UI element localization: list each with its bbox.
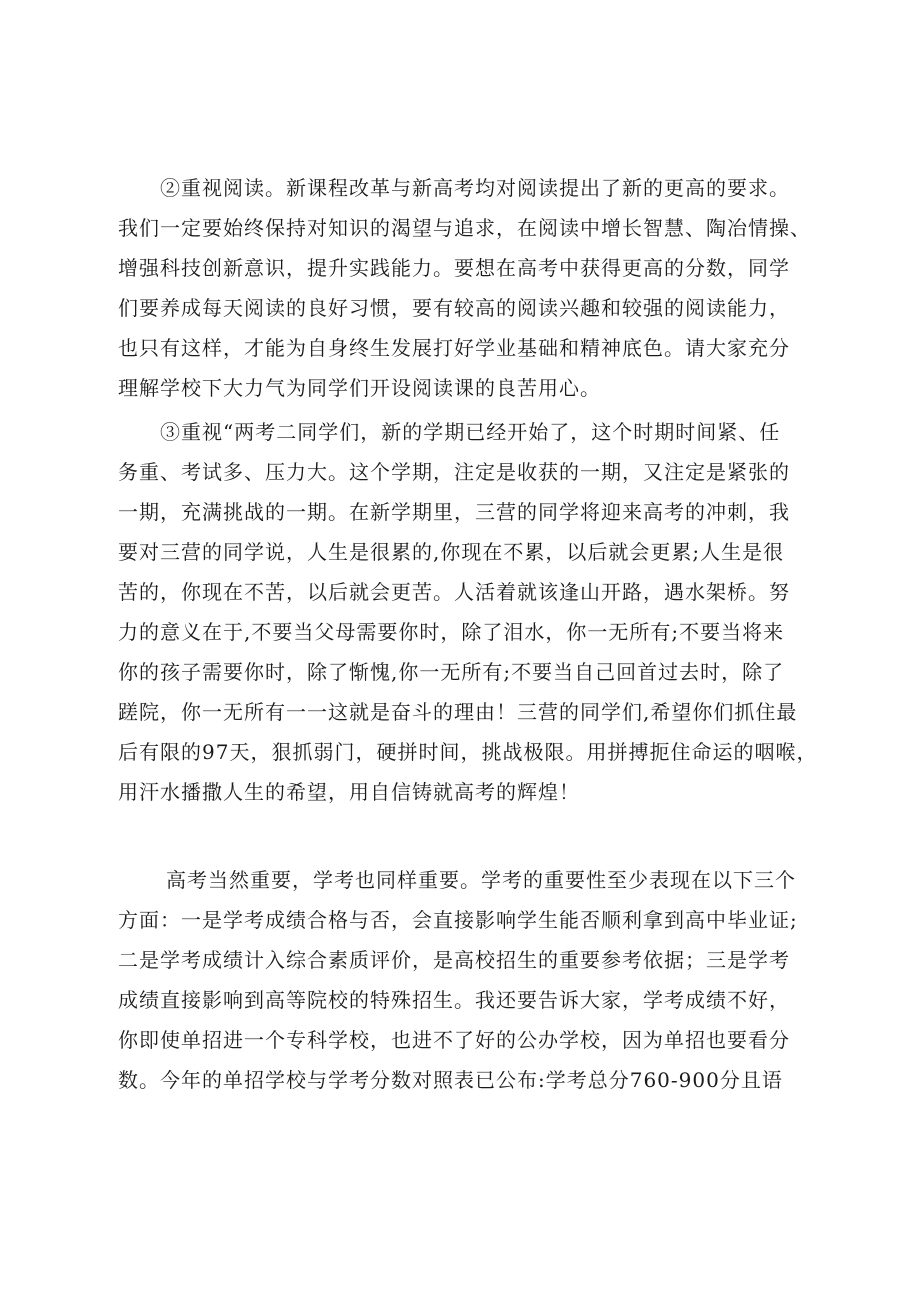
paragraph-line: 蹉院，你一无所有一一这就是奋斗的理由！三营的同学们,希望你们抓住最 (118, 700, 798, 724)
paragraph-line: 我们一定要始终保持对知识的渴望与追求，在阅读中增长智慧、陶冶情操、 (118, 216, 811, 240)
paragraph-line: 二是学考成绩计入综合素质评价，是高校招生的重要参考依据；三是学考 (118, 948, 790, 972)
paragraph-line: 数。今年的单招学校与学考分数对照表已公布:学考总分760-900分且语 (118, 1068, 783, 1092)
paragraph-line: 务重、考试多、压力大。这个学期，注定是收获的一期，又注定是紧张的 (118, 460, 790, 484)
paragraph-line: 你即使单招进一个专科学校，也进不了好的公办学校，因为单招也要看分 (118, 1028, 790, 1052)
paragraph-line: 增强科技创新意识，提升实践能力。要想在高考中获得更高的分数，同学 (118, 256, 790, 280)
paragraph-line: 理解学校下大力气为同学们开设阅读课的良苦用心。 (118, 376, 601, 400)
paragraph-line: 用汗水播撒人生的希望，用自信铸就高考的辉煌！ (118, 780, 580, 804)
paragraph-reading (118, 168, 818, 408)
paragraph-line: ②重视阅读。新课程改革与新高考均对阅读提出了新的更高的要求。 (160, 176, 790, 200)
paragraph-exams (118, 412, 818, 812)
paragraph-line: ③重视“两考二同学们，新的学期已经开始了，这个时期时间紧、任 (160, 420, 781, 444)
paragraph-line: 苦的，你现在不苦，以后就会更苦。人活着就该逢山开路，遇水架桥。努 (118, 580, 790, 604)
paragraph-line: 要对三营的同学说，人生是很累的,你现在不累，以后就会更累;人生是很 (118, 540, 785, 564)
paragraph-line: 成绩直接影响到高等院校的特殊招生。我还要告诉大家，学考成绩不好， (118, 988, 790, 1012)
paragraph-line: 们要养成每天阅读的良好习惯，要有较高的阅读兴趣和较强的阅读能力， (118, 296, 790, 320)
paragraph-line: 你的孩子需要你时，除了惭愧,你一无所有;不要当自己回首过去时，除了 (118, 660, 785, 684)
paragraph-academic-test (118, 860, 818, 1100)
paragraph-line: 后有限的97天，狠抓弱门，硬拼时间，挑战极限。用拼搏扼住命运的咽喉， (118, 740, 818, 764)
paragraph-line: 方面：一是学考成绩合格与否，会直接影响学生能否顺利拿到高中毕业证; (118, 908, 798, 932)
paragraph-line: 一期，充满挑战的一期。在新学期里，三营的同学将迎来高考的冲刺，我 (118, 500, 790, 524)
paragraph-line: 力的意义在于,不要当父母需要你时，除了泪水，你一无所有;不要当将来 (118, 620, 785, 644)
paragraph-line: 高考当然重要，学考也同样重要。学考的重要性至少表现在以下三个 (166, 868, 796, 892)
paragraph-line: 也只有这样，才能为自身终生发展打好学业基础和精神底色。请大家充分 (118, 336, 790, 360)
